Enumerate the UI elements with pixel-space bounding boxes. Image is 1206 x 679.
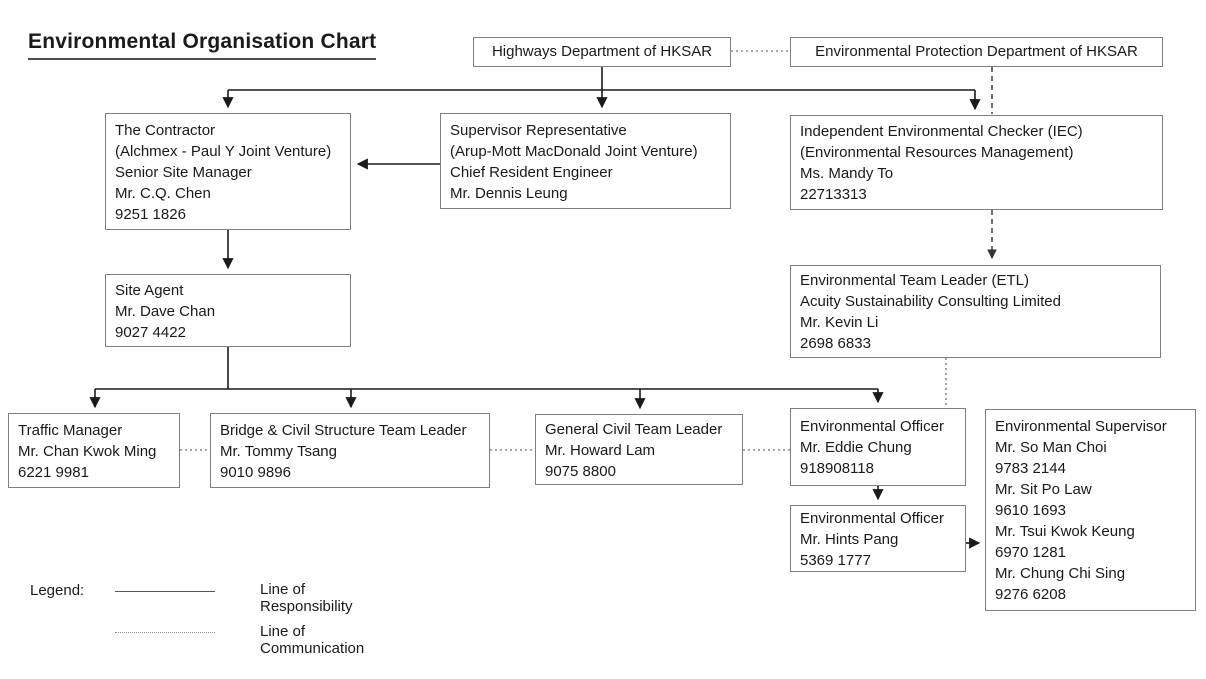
- node-line: 9075 8800: [545, 463, 616, 480]
- legend-responsibility-label: Line of Responsibility: [260, 581, 353, 615]
- node-line: 22713313: [800, 186, 867, 203]
- node-line: Mr. C.Q. Chen: [115, 185, 211, 202]
- legend-solid-line-sample: [115, 591, 215, 592]
- node-contractor: [105, 113, 351, 230]
- node-line: 9010 9896: [220, 464, 291, 481]
- node-line: 918908118: [800, 460, 874, 477]
- node-line: 9027 4422: [115, 324, 186, 341]
- node-line: Mr. Tsui Kwok Keung: [995, 523, 1135, 540]
- node-line: 5369 1777: [800, 552, 871, 569]
- node-line: Mr. Sit Po Law: [995, 481, 1092, 498]
- legend-title: Legend:: [30, 582, 85, 599]
- node-site-agent: [105, 274, 351, 347]
- node-environmental-officer-hints-pang: [790, 505, 966, 572]
- node-line: Bridge & Civil Structure Team Leader: [220, 422, 467, 439]
- node-line: 9251 1826: [115, 206, 186, 223]
- node-line: Highways Department of HKSAR: [491, 43, 713, 60]
- node-traffic-manager: [8, 413, 180, 488]
- node-line: Environmental Protection Department of HKSAR: [815, 43, 1138, 60]
- node-line: 9610 1693: [995, 502, 1066, 519]
- node-line: Mr. Chan Kwok Ming: [18, 443, 157, 460]
- node-environmental-protection-department: [790, 37, 1163, 67]
- node-line: Mr. Kevin Li: [800, 314, 879, 331]
- node-line: Mr. Dave Chan: [115, 303, 216, 320]
- node-highways-department: [473, 37, 731, 67]
- node-line: (Alchmex - Paul Y Joint Venture): [115, 143, 332, 160]
- node-line: (Environmental Resources Management): [800, 144, 1074, 161]
- node-line: 2698 6833: [800, 335, 871, 352]
- node-line: Mr. Hints Pang: [800, 531, 899, 548]
- node-line: Mr. Chung Chi Sing: [995, 565, 1126, 582]
- node-line: Chief Resident Engineer: [450, 164, 613, 181]
- legend-communication-label: Line of Communication: [260, 623, 365, 657]
- dotted-communication-lines: [180, 51, 946, 450]
- node-line: Traffic Manager: [18, 422, 123, 439]
- node-line: Environmental Officer: [800, 510, 944, 527]
- node-line: Senior Site Manager: [115, 164, 252, 181]
- node-line: 9783 2144: [995, 460, 1066, 477]
- node-supervisor-representative: [440, 113, 731, 209]
- node-line: Acuity Sustainability Consulting Limited: [800, 293, 1061, 310]
- page-title: Environmental Organisation Chart: [28, 30, 376, 60]
- node-line: 6970 1281: [995, 544, 1066, 561]
- node-environmental-officer-eddie-chung: [790, 408, 966, 486]
- node-bridge-civil-structure-team-leader: [210, 413, 490, 488]
- node-line: Environmental Supervisor: [995, 418, 1167, 435]
- node-environmental-supervisor: [985, 409, 1196, 611]
- node-line: Supervisor Representative: [450, 122, 627, 139]
- node-line: Mr. Dennis Leung: [450, 185, 568, 202]
- node-line: General Civil Team Leader: [545, 421, 723, 438]
- node-line: Mr. Howard Lam: [545, 442, 656, 459]
- node-environmental-team-leader: [790, 265, 1161, 358]
- node-independent-environmental-checker: [790, 115, 1163, 210]
- node-line: Mr. So Man Choi: [995, 439, 1107, 456]
- node-line: 9276 6208: [995, 586, 1066, 603]
- node-general-civil-team-leader: [535, 414, 743, 485]
- node-line: Ms. Mandy To: [800, 165, 894, 182]
- node-line: (Arup-Mott MacDonald Joint Venture): [450, 143, 698, 160]
- node-line: The Contractor: [115, 122, 216, 139]
- legend-dotted-line-sample: [115, 632, 215, 633]
- node-line: 6221 9981: [18, 464, 89, 481]
- node-line: Environmental Team Leader (ETL): [800, 272, 1029, 289]
- node-line: Site Agent: [115, 282, 184, 299]
- node-line: Independent Environmental Checker (IEC): [800, 123, 1083, 140]
- node-line: Environmental Officer: [800, 418, 944, 435]
- node-line: Mr. Eddie Chung: [800, 439, 912, 456]
- node-line: Mr. Tommy Tsang: [220, 443, 337, 460]
